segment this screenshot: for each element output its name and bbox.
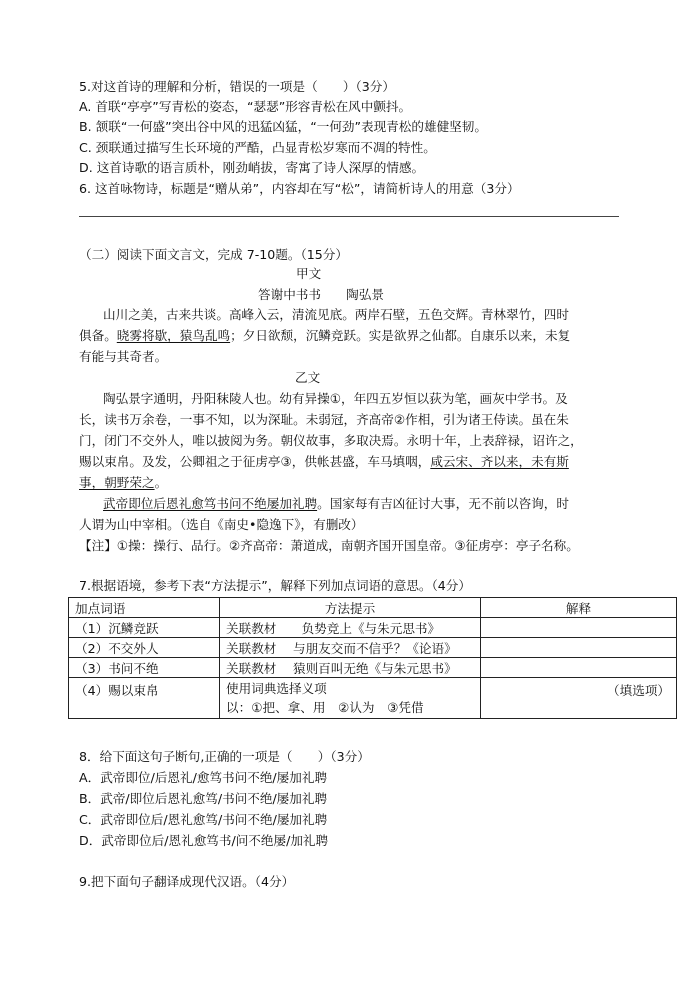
q5-option-b: B. 颔联“一何盛”突出谷中风的迅猛凶猛，“一何劲”表现青松的雄健坚韧。 (79, 119, 487, 134)
yi-line3: 门，闭门不交外人，唯以披阅为务。朝仪故事，多取决焉。永明十年，上表辞禄，诏许之， (79, 433, 583, 448)
jia-p1-line1: 山川之美，古来共谈。高峰入云，清流见底。两岸石壁，五色交辉。青林翠竹，四时 (103, 307, 569, 322)
header-hint: 方法提示 (220, 598, 481, 618)
q8-stem: 8．给下面这句子断句,正确的一项是（ ）（3分） (79, 749, 370, 764)
fill-option-hint: （填选项） (607, 683, 670, 698)
row-term: （4）赐以束帛 (69, 678, 220, 719)
table-row (69, 678, 677, 719)
row-term: （3）书问不绝 (69, 658, 220, 678)
q5-option-a: A. 首联“亭亭”写青松的姿态，“瑟瑟”形容青松在风中颤抖。 (79, 99, 412, 114)
row-answer-cell[interactable] (481, 638, 677, 658)
yi-line6-b: 。国家每有吉凶征讨大事，无不前以咨询，时 (317, 496, 569, 511)
row-hint-line1: 使用词典选择义项 (226, 681, 327, 696)
jia-p1-line2-a: 俱备。 (79, 328, 117, 343)
header-term: 加点词语 (69, 598, 220, 618)
yi-label: 乙文 (295, 370, 321, 385)
q5-option-c: C. 颈联通过描写生长环境的严酷，凸显青松岁寒而不凋的特性。 (79, 140, 436, 155)
row-term: （1）沉鳞竞跃 (69, 618, 220, 638)
row-answer-cell[interactable] (481, 658, 677, 678)
q7-stem: 7.根据语境，参考下表“方法提示”，解释下列加点词语的意思。（4分） (79, 578, 471, 593)
yi-line4 (79, 453, 569, 471)
yi-line2: 长，读书万余卷，一事不知，以为深耻。未弱冠，齐高帝②作相，引为诸王侍读。虽在朱 (79, 412, 569, 427)
yi-line1: 陶弘景字通明，丹阳秣陵人也。幼有异操①，年四五岁恒以荻为笔，画灰中学书。及 (103, 391, 568, 406)
jia-label: 甲文 (296, 266, 322, 281)
q8-option-d: D．武帝即位后/恩礼愈笃书/问不绝屡/加礼聘 (79, 833, 329, 848)
row-hint: 关联教材 与朋友交而不信乎？《论语》 (220, 638, 481, 658)
row-answer-cell[interactable] (481, 678, 677, 719)
jia-p1-line3: 有能与其奇者。 (79, 349, 168, 364)
table-row (69, 658, 677, 678)
row-answer-cell[interactable] (481, 618, 677, 638)
jia-p1-line2 (79, 327, 570, 345)
q8-option-c: C．武帝即位后/恩礼愈笃/书问不绝/屡加礼聘 (79, 812, 328, 827)
yi-underlined-phrase-1: 咸云宋、齐以来，未有斯 (430, 454, 569, 469)
q5-stem: 5.对这首诗的理解和分析，错误的一项是（ ）（3分） (79, 79, 395, 94)
answer-line (79, 216, 619, 217)
method-table (68, 597, 677, 719)
annotation-note: 【注】①操：操行、品行。②齐高帝：萧道成，南朝齐国开国皇帝。③征虏亭：亭子名称。 (79, 538, 579, 553)
q9-stem: 9.把下面句子翻译成现代汉语。（4分） (79, 874, 295, 889)
row-hint-line2: 以：①把、拿、用 ②认为 ③凭借 (226, 700, 424, 715)
q6-stem: 6. 这首咏物诗，标题是“赠从弟”，内容却在写“松”，请简析诗人的用意（3分） (79, 181, 520, 196)
q5-option-d: D. 这首诗歌的语言质朴，刚劲峭拔，寄寓了诗人深厚的情感。 (79, 160, 425, 175)
row-hint (220, 678, 481, 719)
jia-p1-line2-b: ；夕日欲颓，沉鳞竞跃。实是欲界之仙都。自康乐以来，未复 (230, 328, 571, 343)
table-header-row (69, 598, 677, 618)
yi-underlined-phrase-1b: 事，朝野荣之 (79, 475, 155, 490)
jia-title: 答谢中书书 陶弘景 (258, 287, 384, 302)
table-row (69, 638, 677, 658)
table-row (69, 618, 677, 638)
jia-underlined-phrase: 晓雾将歇，猿鸟乱鸣 (116, 328, 231, 343)
row-hint: 关联教材 负势竞上《与朱元思书》 (220, 618, 481, 638)
header-answer: 解释 (481, 598, 677, 618)
yi-line6 (103, 495, 569, 513)
row-term: （2）不交外人 (69, 638, 220, 658)
section2-heading: （二）阅读下面文言文，完成 7-10题。（15分） (79, 247, 348, 262)
q8-option-b: B．武帝/即位后恩礼愈笃/书问不绝/屡加礼聘 (79, 791, 328, 806)
yi-underlined-phrase-2: 武帝即位后恩礼愈笃书问不绝屡加礼聘 (103, 496, 318, 511)
yi-line7: 人谓为山中宰相。（选自《南史•隐逸下》，有删改） (79, 517, 364, 532)
yi-line5-b: 。 (154, 475, 168, 490)
yi-line4-a: 赐以束帛。及发，公卿祖之于征虏亭③，供帐甚盛，车马填咽， (79, 454, 431, 469)
row-hint: 关联教材 猿则百叫无绝《与朱元思书》 (220, 658, 481, 678)
q8-option-a: A．武帝即位/后恩礼/愈笃书问不绝/屡加礼聘 (79, 770, 328, 785)
yi-line5 (79, 474, 167, 492)
